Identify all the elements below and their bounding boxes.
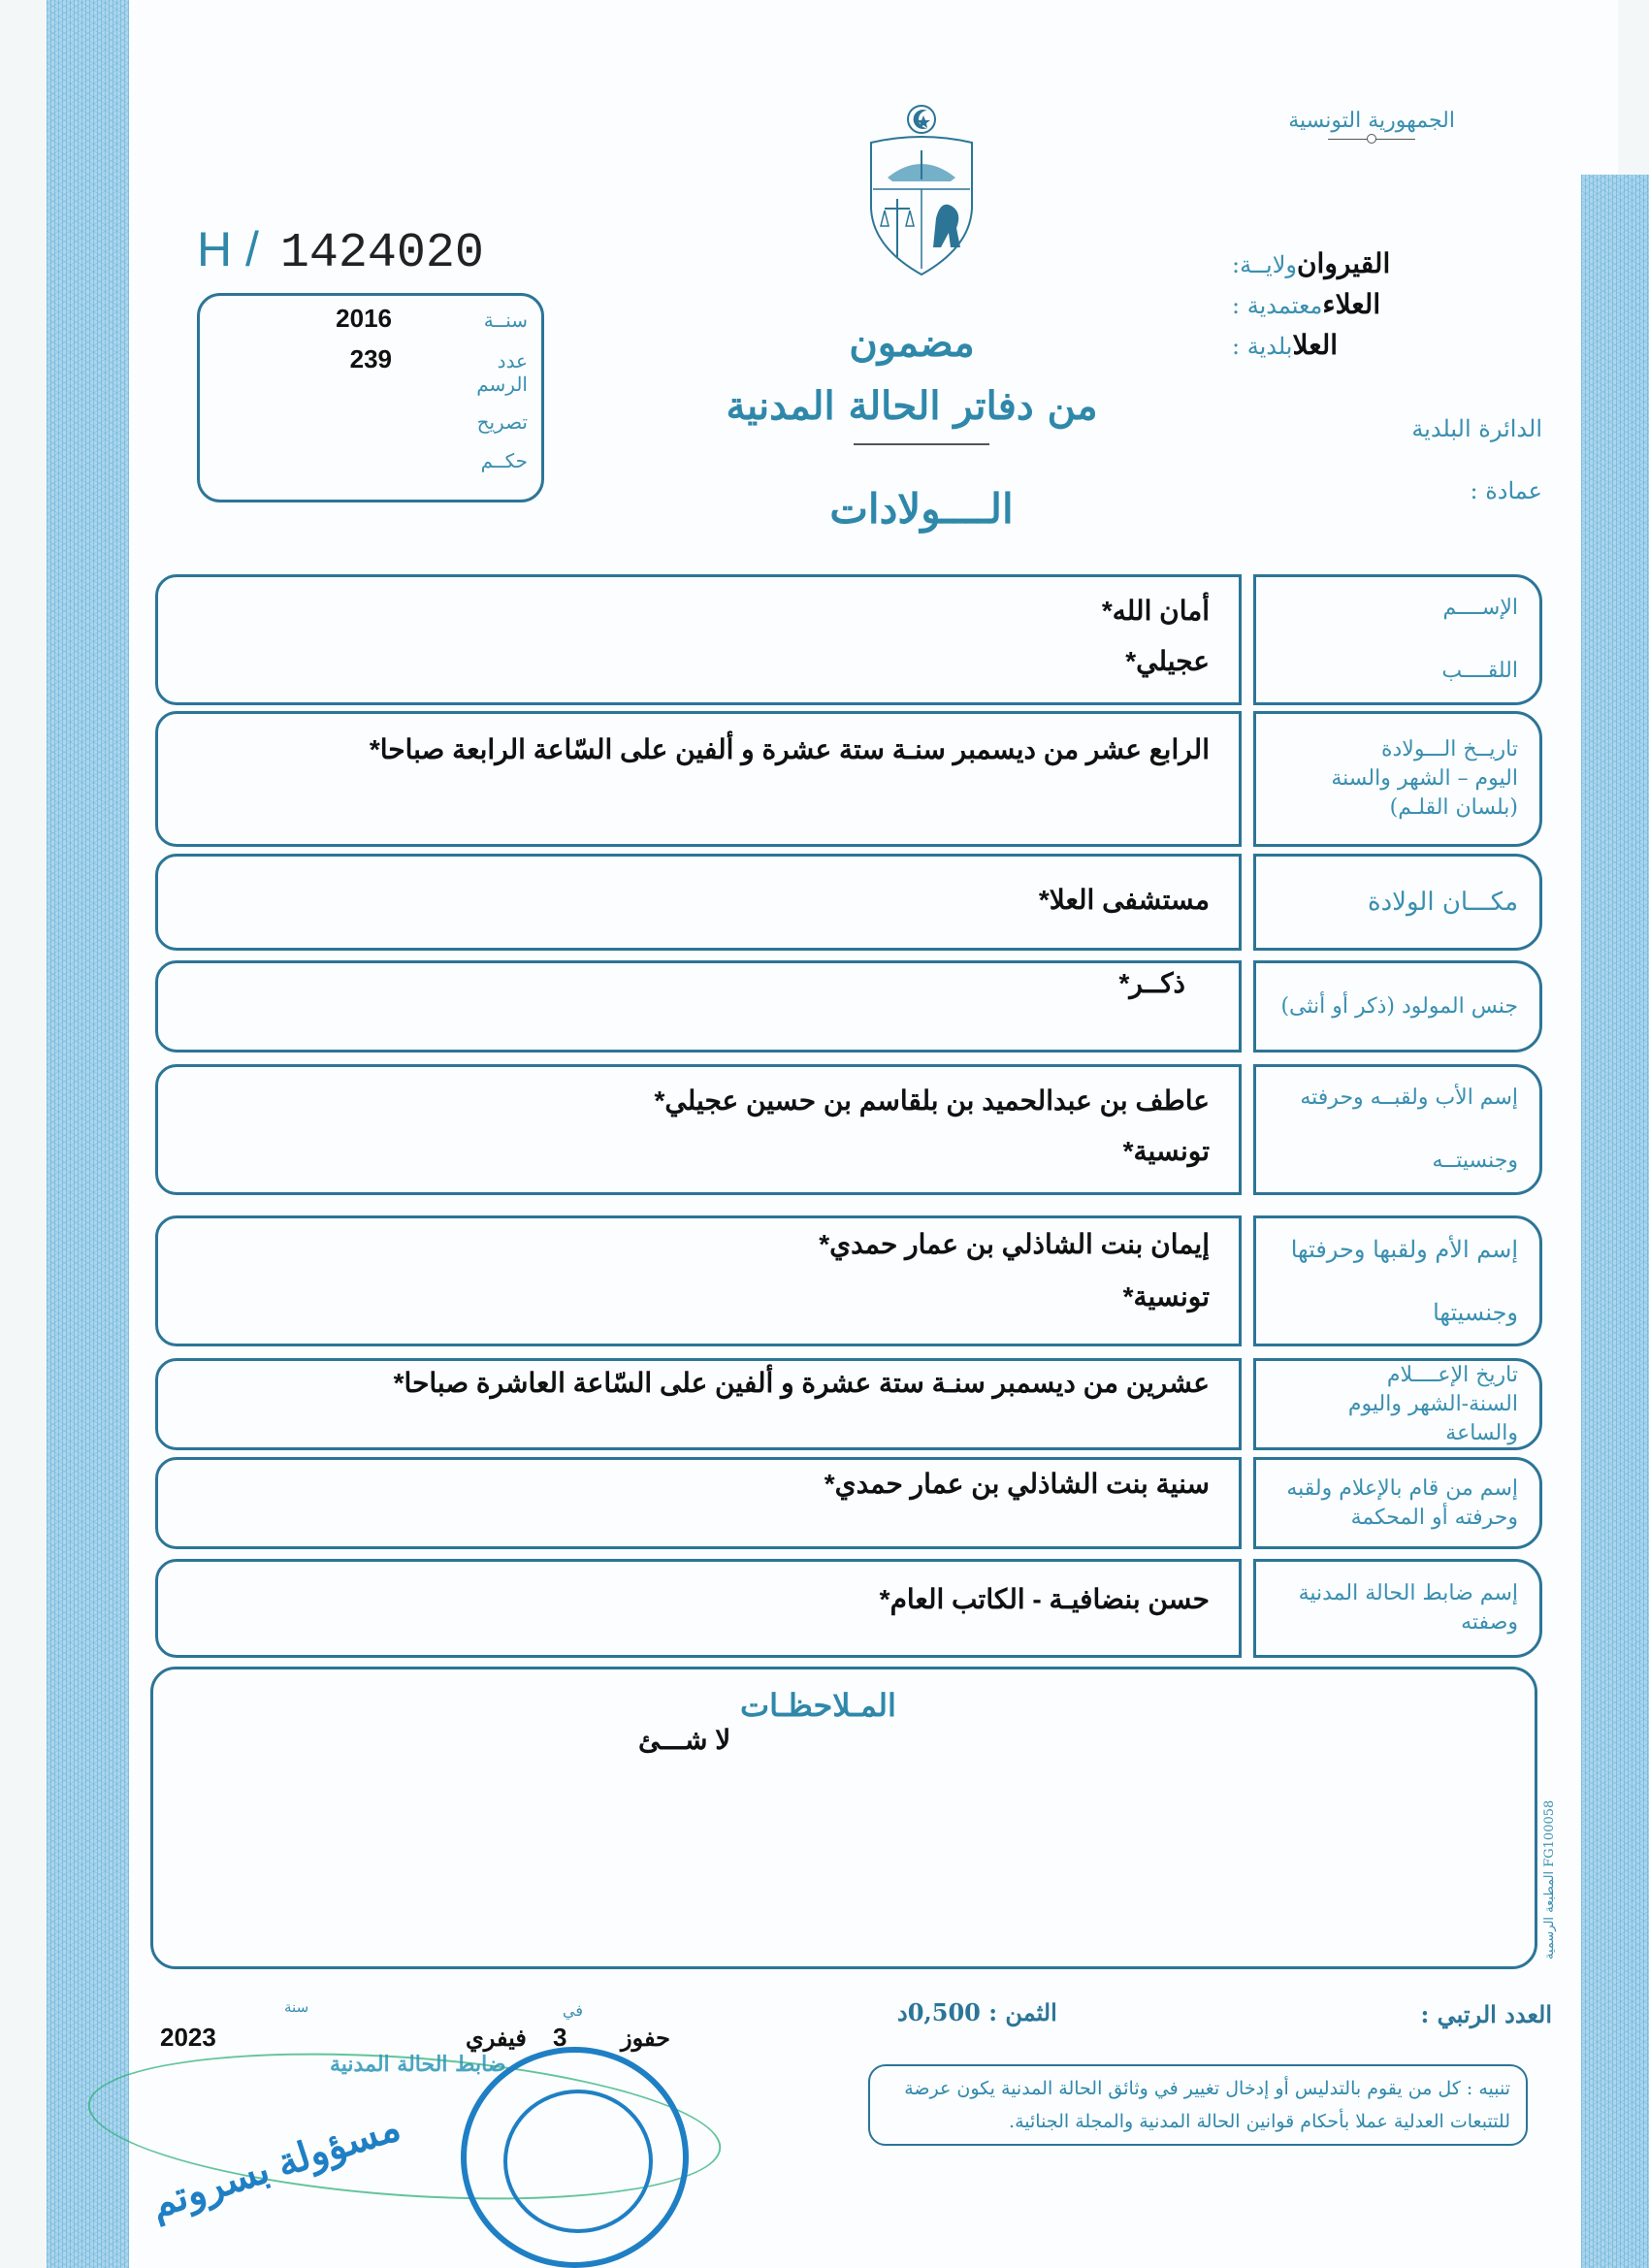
field-value-box: [155, 1358, 1242, 1450]
field-label-box: [1253, 1559, 1542, 1658]
mother-nationality-label: وجنسيتها: [1433, 1298, 1518, 1326]
first-name-label: الإســــم: [1442, 596, 1518, 621]
issue-day: 3: [553, 2023, 567, 2052]
birth-date-value: الرابع عشر من ديسمبر سنـة ستة عشرة و ألفين على السّاعة الرابعة صباحا*: [369, 734, 1210, 764]
municipality-value: العلا: [1292, 330, 1339, 360]
serial-number: [197, 221, 484, 281]
field-value-box: [155, 1457, 1242, 1549]
notes-title: المـلاحظـات: [740, 1687, 896, 1724]
field-row-name: [155, 574, 1542, 705]
sequence-number-label: العدد الرتبي :: [1420, 2000, 1552, 2028]
governorate-value: القيروان: [1296, 248, 1391, 278]
judgment-label: حكــم: [480, 449, 528, 472]
notes-box: [150, 1667, 1537, 1969]
birth-date-sublabel: اليوم – الشهر والسنة: [1331, 766, 1518, 791]
ornament-divider: [1328, 139, 1415, 140]
price-label: الثمن :: [988, 1998, 1057, 2026]
field-label-box: [1253, 960, 1542, 1053]
surname-label: اللقــــب: [1441, 658, 1518, 683]
warning-box: تنبيه : كل من يقوم بالتدليس أو إدخال تغيير في وثائق الحالة المدنية يكون عرضة للتتبعات العدلية عملا بأحكام قوانين الحالة المدنية والمجلة الجنائية.: [868, 2064, 1528, 2146]
father-name-value: عاطف بن عبدالحميد بن بلقاسم بن حسين عجيلي*: [654, 1085, 1210, 1116]
delegation-label: معتمدية :: [1232, 292, 1323, 319]
declarant-label: إسم من قام بالإعلام ولقبه: [1286, 1475, 1518, 1501]
registry-row-record-number: [350, 344, 528, 396]
registry-year-value: 2016: [336, 304, 392, 333]
issue-month: فيفري: [466, 2025, 527, 2052]
birth-date-note: (بلسان القلـم): [1389, 795, 1518, 820]
field-label-box: [1253, 1358, 1542, 1450]
registry-row-declaration: [440, 410, 528, 434]
issue-city: حفوز: [621, 2025, 670, 2052]
surname-value: عجيلي*: [1125, 646, 1210, 676]
officer-value: حسن بنضافيـة - الكاتب العام*: [879, 1584, 1210, 1614]
field-label-box: [1253, 711, 1542, 847]
field-row-sex: [155, 960, 1542, 1053]
birth-place-label: مكـــان الولادة: [1367, 888, 1518, 917]
registry-box: [197, 293, 544, 502]
field-value-box: [155, 854, 1242, 951]
birth-date-label: تاريــخ الـــولادة: [1380, 737, 1518, 761]
admin-info: [1232, 247, 1552, 370]
serial-prefix: H /: [197, 222, 259, 276]
admin-row-municipality: [1232, 329, 1552, 370]
governorate-label: ولايــة:: [1232, 251, 1297, 278]
field-label-box: [1253, 1457, 1542, 1549]
year-caption: سنة: [284, 1998, 309, 2016]
price-value: 0,500د: [897, 1998, 981, 2026]
printer-mark: المطبعة الرسمية FG100058: [1542, 1799, 1557, 1960]
field-row-birth-date: [155, 711, 1542, 847]
registry-row-year: [336, 304, 528, 334]
field-value-box: [155, 1215, 1242, 1346]
registry-year-label: سنــة: [483, 308, 528, 332]
field-row-declaration-date: [155, 1358, 1542, 1450]
officer-sublabel: وصفته: [1461, 1610, 1518, 1635]
father-label: إسم الأب ولقبــه وحرفته: [1300, 1085, 1518, 1111]
field-row-officer: [155, 1559, 1542, 1658]
title-underline: [854, 443, 989, 445]
guilloche-border-left: [47, 0, 129, 2268]
field-value-box: [155, 1064, 1242, 1195]
admin-row-delegation: [1232, 288, 1552, 329]
father-nationality-value: تونسية*: [1122, 1136, 1210, 1166]
title-extract: مضمون: [849, 320, 975, 366]
republic-heading: [1288, 109, 1455, 140]
field-label-box: [1253, 1215, 1542, 1346]
declaration-date-value: عشرين من ديسمبر سنـة ستة عشرة و ألفين على السّاعة العاشرة صباحا*: [393, 1368, 1210, 1398]
field-value-box: [155, 960, 1242, 1053]
tunisia-coat-of-arms-icon: [863, 102, 980, 276]
stamp-text: مسؤولة بسروتم: [145, 2105, 406, 2227]
registry-row-judgment: [440, 449, 528, 472]
declaration-date-sublabel: السنة-الشهر واليوم والساعة: [1347, 1391, 1518, 1445]
serial-value: 1424020: [279, 226, 484, 281]
father-nationality-label: وجنسيتــه: [1432, 1148, 1518, 1173]
notes-value: لا شـــئ: [638, 1725, 731, 1755]
delegation-value: العلاء: [1322, 289, 1381, 319]
mother-name-value: إيمان بنت الشاذلي بن عمار حمدي*: [819, 1229, 1210, 1259]
declarant-value: سنية بنت الشاذلي بن عمار حمدي*: [824, 1469, 1210, 1499]
title-civil-registers: من دفاتر الحالة المدنية: [726, 383, 1098, 429]
field-label-box: [1253, 854, 1542, 951]
omada-label: عمادة :: [1470, 477, 1542, 504]
price: [897, 1998, 1057, 2026]
mother-nationality-value: تونسية*: [1122, 1281, 1210, 1312]
declaration-label: تصريح: [476, 410, 528, 434]
municipal-district-label: الدائرة البلدية: [1411, 415, 1542, 442]
birth-place-value: مستشفى العلا*: [1038, 885, 1210, 915]
record-number-label: عدد الرسم: [476, 349, 528, 396]
field-row-declarant: [155, 1457, 1542, 1549]
admin-row-governorate: [1232, 247, 1552, 288]
issue-year: 2023: [160, 2023, 216, 2052]
title-births: الــــولادات: [829, 485, 1014, 533]
field-row-birth-place: [155, 854, 1542, 951]
field-row-father: [155, 1064, 1542, 1195]
field-value-box: [155, 711, 1242, 847]
mother-label: إسم الأم ولقبها وحرفتها: [1290, 1236, 1518, 1264]
sex-label: جنس المولود (ذكر أو أنثى): [1280, 993, 1518, 1019]
in-caption: في: [563, 2001, 583, 2020]
officer-label: إسم ضابط الحالة المدنية: [1298, 1581, 1518, 1605]
record-number-value: 239: [349, 344, 392, 373]
municipal-seal-icon: [461, 2047, 689, 2268]
field-label-box: [1253, 1064, 1542, 1195]
declaration-date-label: تاريخ الإعــــلام: [1386, 1362, 1518, 1387]
declarant-sublabel: وحرفته أو المحكمة: [1350, 1505, 1518, 1530]
republic-text: الجمهورية التونسية: [1288, 109, 1455, 133]
sex-value: ذكــر*: [1118, 968, 1185, 998]
field-value-box: [155, 574, 1242, 705]
field-value-box: [155, 1559, 1242, 1658]
first-name-value: أمان الله*: [1101, 596, 1210, 626]
field-row-mother: [155, 1215, 1542, 1346]
field-label-box: [1253, 574, 1542, 705]
officer-stamp-title: ضابط الحالة المدنية: [330, 2052, 506, 2077]
municipality-label: بلدية :: [1232, 333, 1293, 360]
guilloche-border-right: [1581, 175, 1649, 2268]
